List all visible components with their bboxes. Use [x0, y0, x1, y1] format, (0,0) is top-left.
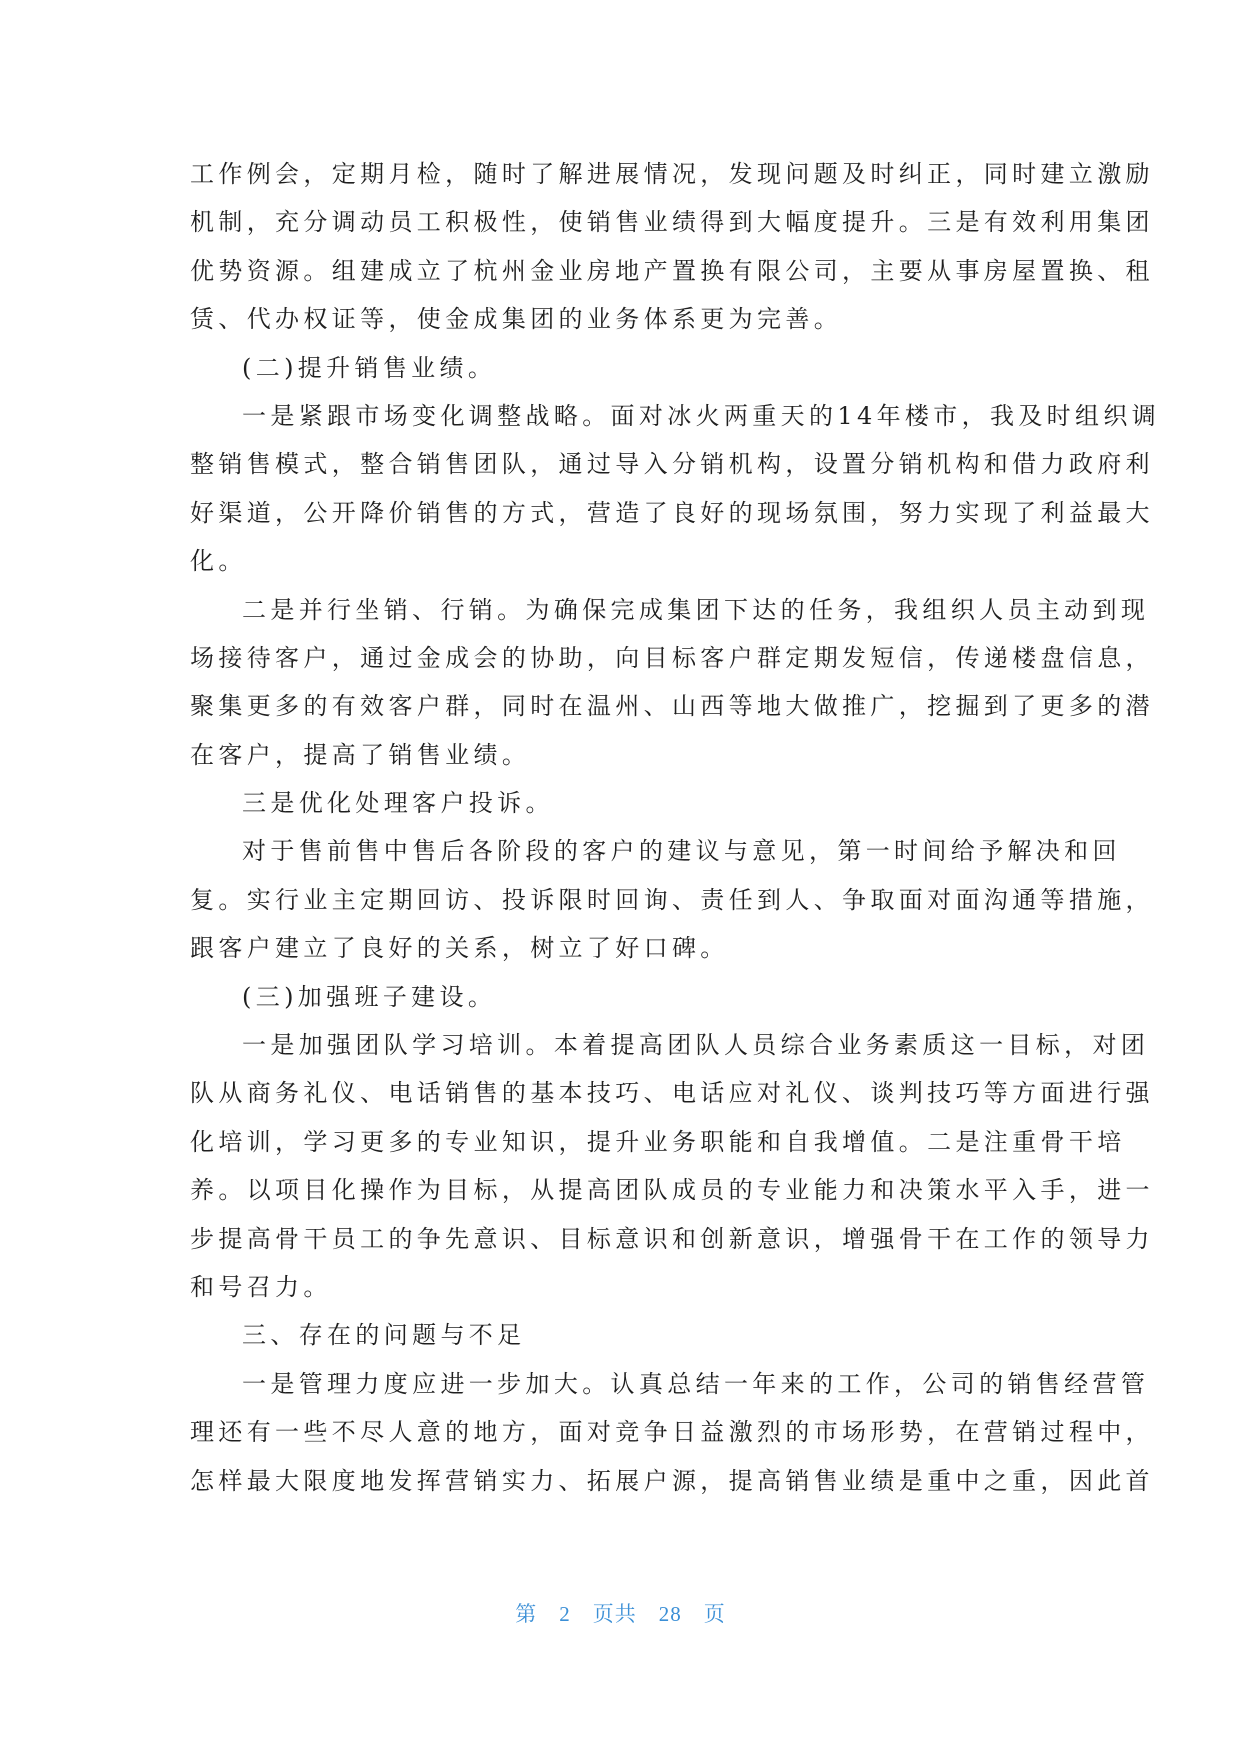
footer-total-pages: 28 [658, 1602, 682, 1626]
text-line: 对于售前售中售后各阶段的客户的建议与意见，第一时间给予解决和回 [242, 837, 1121, 866]
text-line: 理还有一些不尽人意的地方，面对竞争日益激烈的市场形势，在营销过程中， [190, 1418, 1154, 1447]
section-heading: 三、存在的问题与不足 [242, 1321, 526, 1350]
text-line: 赁、代办权证等，使金成集团的业务体系更为完善。 [190, 305, 843, 334]
section-heading: (三)加强班子建设。 [242, 982, 497, 1011]
text-line: 好渠道，公开降价销售的方式，营造了良好的现场氛围，努力实现了利益最大 [190, 498, 1154, 527]
text-line: 和号召力。 [190, 1272, 332, 1301]
text-line: 复。实行业主定期回访、投诉限时回询、责任到人、争取面对面沟通等措施， [190, 885, 1154, 914]
document-body [190, 150, 1161, 1505]
footer-middle: 页共 [592, 1602, 637, 1626]
text-line: 聚集更多的有效客户群，同时在温州、山西等地大做推广，挖掘到了更多的潜 [190, 692, 1154, 721]
page-footer [0, 1598, 1241, 1628]
text-line: 场接待客户，通过金成会的协助，向目标客户群定期发短信，传递楼盘信息， [190, 643, 1154, 672]
section-heading: (二)提升销售业绩。 [242, 353, 497, 382]
text-line: 二是并行坐销、行销。为确保完成集团下达的任务，我组织人员主动到现 [242, 595, 1150, 624]
text-line: 机制，充分调动员工积极性，使销售业绩得到大幅度提升。三是有效利用集团 [190, 208, 1154, 237]
text-line: 一是紧跟市场变化调整战略。面对冰火两重天的14年楼市，我及时组织调 [242, 401, 1161, 430]
text-line: 步提高骨干员工的争先意识、目标意识和创新意识，增强骨干在工作的领导力 [190, 1224, 1154, 1253]
text-line: 在客户，提高了销售业绩。 [190, 740, 531, 769]
text-line: 整销售模式，整合销售团队，通过导入分销机构，设置分销机构和借力政府利 [190, 450, 1154, 479]
footer-prefix: 第 [515, 1602, 538, 1626]
text-line: 养。以项目化操作为目标，从提高团队成员的专业能力和决策水平入手，进一 [190, 1176, 1154, 1205]
text-line: 优势资源。组建成立了杭州金业房地产置换有限公司，主要从事房屋置换、租 [190, 256, 1154, 285]
text-line: 怎样最大限度地发挥营销实力、拓展户源，提高销售业绩是重中之重，因此首 [190, 1466, 1154, 1495]
text-line: 一是管理力度应进一步加大。认真总结一年来的工作，公司的销售经营管 [242, 1369, 1150, 1398]
text-line: 队从商务礼仪、电话销售的基本技巧、电话应对礼仪、谈判技巧等方面进行强 [190, 1079, 1154, 1108]
text-line: 工作例会，定期月检，随时了解进展情况，发现问题及时纠正，同时建立激励 [190, 160, 1154, 188]
text-line: 跟客户建立了良好的关系，树立了好口碑。 [190, 934, 729, 963]
text-line: 化培训，学习更多的专业知识，提升业务职能和自我增值。二是注重骨干培 [190, 1127, 1126, 1156]
footer-suffix: 页 [703, 1602, 726, 1626]
section-heading: 三是优化处理客户投诉。 [242, 789, 554, 818]
footer-current-page: 2 [559, 1602, 571, 1626]
text-line: 化。 [190, 547, 247, 576]
text-line: 一是加强团队学习培训。本着提高团队人员综合业务素质这一目标，对团 [242, 1031, 1150, 1060]
